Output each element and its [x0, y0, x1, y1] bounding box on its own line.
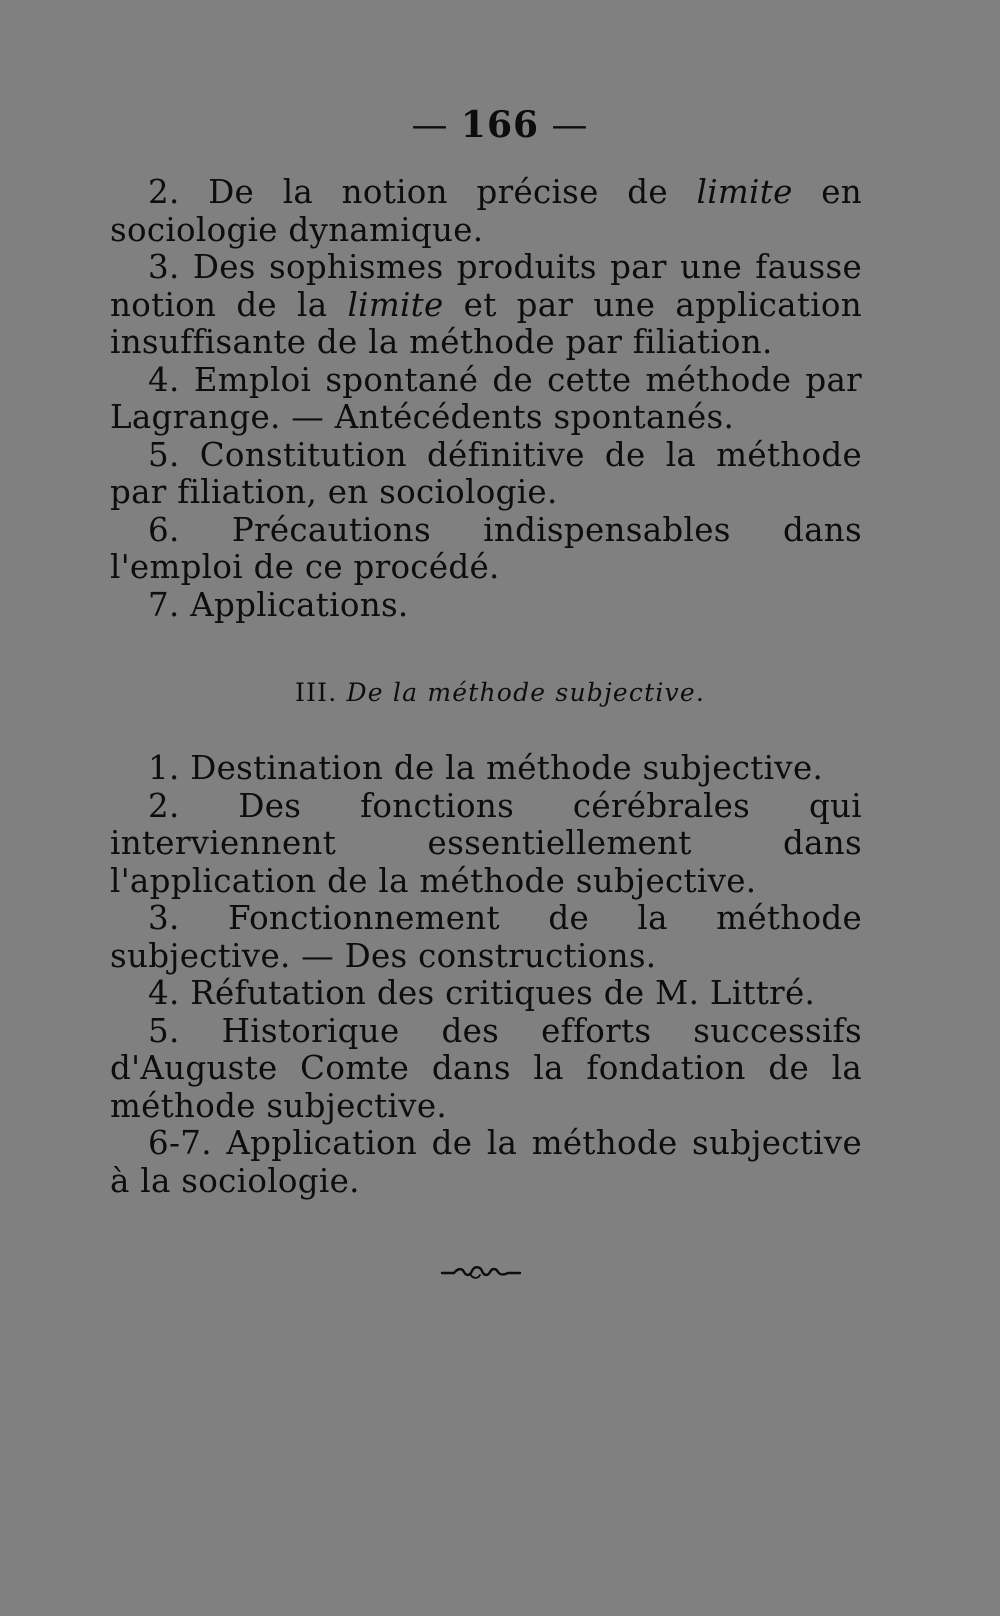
section-title: De la méthode subjective.	[346, 678, 705, 707]
list-item: 5. Historique des efforts successifs d'Auguste Comte dans la fondation de la méthode subjective.	[110, 1011, 862, 1125]
page-number-header	[0, 98, 1000, 153]
section-two-list	[110, 174, 862, 624]
list-item: 4. Réfutation des critiques de M. Littré.	[148, 974, 816, 1012]
list-item: 3. Des sophismes produits par une fausse notion de la limite et par une application insuffisante de la méthode par filiation.	[110, 248, 862, 361]
list-item: 2. Des fonctions cérébrales qui interviennent essentiellement dans l'application de la méthode subjective.	[110, 786, 862, 900]
list-item: 4. Emploi spontané de cette méthode par Lagrange. — Antécédents spontanés.	[110, 360, 862, 436]
dash-right: —	[551, 105, 589, 146]
tailpiece-ornament-icon	[440, 1262, 522, 1282]
list-item: 3. Fonctionnement de la méthode subjective. — Des constructions.	[110, 899, 862, 975]
list-item: 6. Précautions indispensables dans l'emploi de ce procédé.	[110, 510, 862, 586]
list-item: 5. Constitution définitive de la méthode par filiation, en sociologie.	[110, 435, 862, 511]
section-heading	[0, 676, 1000, 710]
list-item: 6-7. Application de la méthode subjective à la sociologie.	[110, 1124, 862, 1200]
list-item: 7. Applications.	[148, 585, 409, 624]
section-three-list	[110, 750, 862, 1200]
page-number: 166	[460, 104, 540, 146]
list-item: 2. De la notion précise de limite en sociologie dynamique.	[110, 173, 862, 249]
section-numeral: III.	[295, 678, 338, 707]
list-item: 1. Destination de la méthode subjective.	[148, 749, 824, 787]
dash-left: —	[411, 105, 449, 146]
